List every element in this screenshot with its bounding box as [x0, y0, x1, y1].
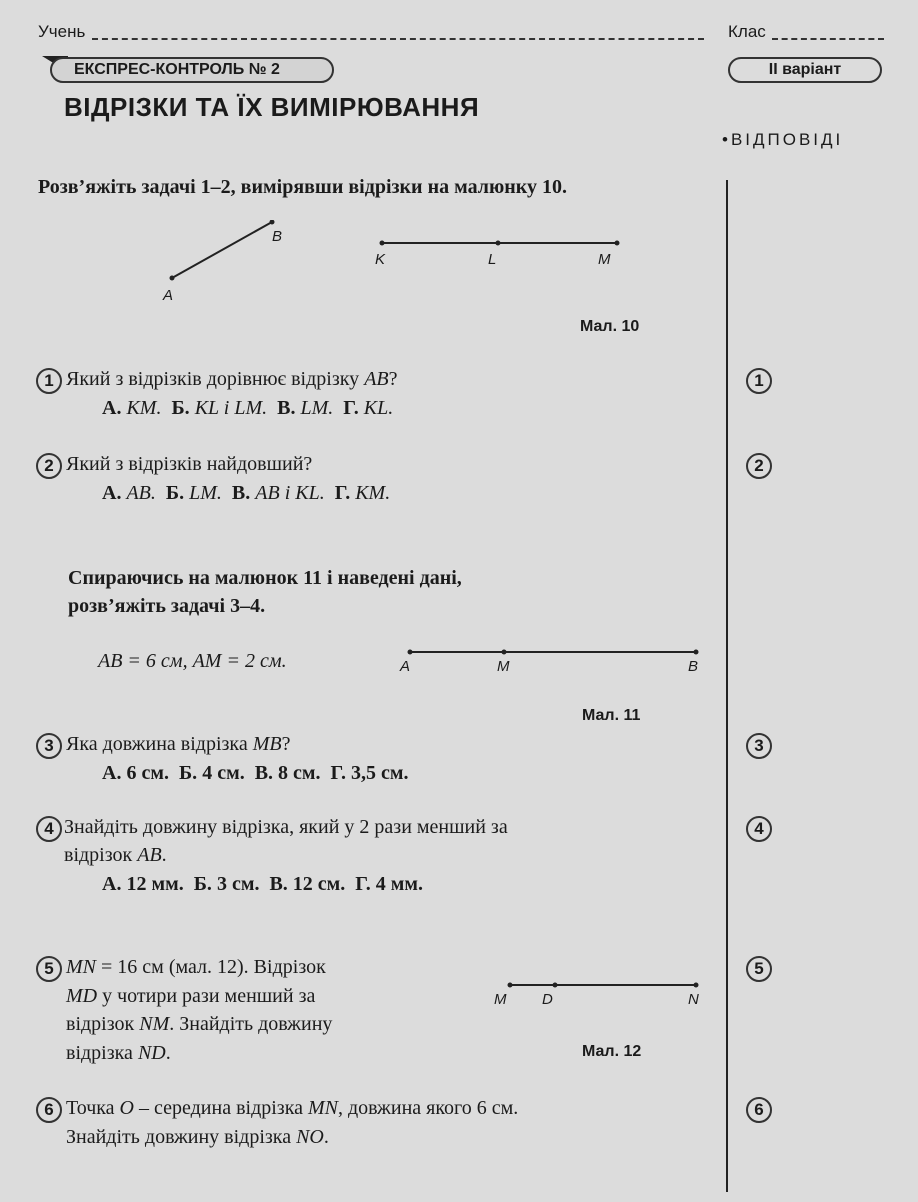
label-m-fig12: M	[494, 991, 507, 1008]
variant-label-text: ІІ варіант	[768, 61, 842, 78]
question-number-1: 1	[36, 368, 62, 394]
point-n-fig12	[694, 983, 699, 988]
label-a-fig11: A	[400, 658, 411, 675]
point-a-fig11	[408, 650, 413, 655]
q4-option-d: 4 мм.	[375, 873, 423, 895]
page-title: ВІДРІЗКИ ТА ЇХ ВИМІРЮВАННЯ	[64, 92, 480, 122]
q1-option-a-letter: А.	[102, 397, 122, 419]
q4-option-b-letter: Б.	[193, 873, 212, 895]
student-name-line[interactable]	[92, 38, 704, 40]
q4-option-c: 12 см.	[292, 873, 346, 895]
label-a: A	[163, 287, 174, 304]
question-number-4: 4	[36, 816, 62, 842]
label-l: L	[488, 251, 497, 268]
label-d-fig12: D	[542, 991, 553, 1008]
point-m	[615, 241, 620, 246]
q4-option-c-letter: В.	[269, 873, 288, 895]
section2-instruction-line2: розв’яжіть задачі 3–4.	[68, 595, 266, 617]
q5-line1: MN = 16 см (мал. 12). Відрізок	[66, 956, 326, 978]
answer-number-6[interactable]: 6	[746, 1097, 772, 1123]
q2-option-c-letter: В.	[231, 482, 251, 504]
figure-11-caption: Мал. 11	[582, 707, 641, 724]
q2-option-c: AB і KL.	[255, 482, 325, 504]
q4-option-d-letter: Г.	[355, 873, 371, 895]
q5-line3: відрізок NM. Знайдіть довжину	[66, 1013, 333, 1035]
figure-12	[500, 975, 710, 999]
q4-options	[102, 873, 423, 896]
q1-option-d: KL.	[363, 397, 394, 419]
q2-options	[102, 482, 390, 505]
answer-number-2[interactable]: 2	[746, 453, 772, 479]
label-b-fig11: B	[688, 658, 699, 675]
point-m-fig11	[502, 650, 507, 655]
figure-12-caption: Мал. 12	[582, 1043, 642, 1060]
q3-option-d-letter: Г.	[330, 762, 346, 784]
q1-question: Який з відрізків дорівнює відрізку AB?	[66, 368, 398, 390]
section1-instruction: Розв’яжіть задачі 1–2, вимірявши відрізки на малюнку 10.	[38, 176, 568, 198]
label-n-fig12: N	[688, 991, 699, 1008]
q1-option-d-letter: Г.	[343, 397, 359, 419]
q3-options	[102, 762, 409, 785]
question-number-3: 3	[36, 733, 62, 759]
student-label: Учень	[38, 22, 86, 41]
q4-line2: відрізок AB.	[64, 844, 167, 866]
label-m-fig11: M	[497, 658, 510, 675]
test-label-text: ЕКСПРЕС-КОНТРОЛЬ № 2	[74, 61, 280, 78]
q1-option-b-letter: Б.	[171, 397, 190, 419]
class-line[interactable]	[772, 38, 884, 40]
q1-option-b: KL і LM.	[194, 397, 268, 419]
q4-option-a-letter: А.	[102, 873, 122, 895]
figure-11	[400, 640, 710, 670]
point-m-fig12	[508, 983, 513, 988]
label-k: K	[375, 251, 386, 268]
q2-option-a-letter: А.	[102, 482, 122, 504]
q3-option-b: 4 см.	[202, 762, 245, 784]
q3-option-d: 3,5 см.	[351, 762, 409, 784]
answer-number-5[interactable]: 5	[746, 956, 772, 982]
q6-line1: Точка O – середина відрізка MN, довжина якого 6 см.	[66, 1097, 519, 1119]
answer-number-4[interactable]: 4	[746, 816, 772, 842]
point-k	[380, 241, 385, 246]
question-number-6: 6	[36, 1097, 62, 1123]
segment-ab	[172, 222, 272, 278]
figure-10-caption: Мал. 10	[580, 318, 640, 335]
answers-title: •ВІДПОВІДІ	[722, 130, 844, 149]
q1-option-c: LM.	[300, 397, 334, 419]
figure-10	[150, 220, 650, 310]
point-d-fig12	[553, 983, 558, 988]
q5-line2: MD у чотири рази менший за	[66, 985, 316, 1007]
test-label	[50, 57, 334, 83]
section2-instruction-line1: Спираючись на малюнок 11 і наведені дані,	[68, 567, 462, 589]
q3-option-c: 8 см.	[278, 762, 321, 784]
answer-number-1[interactable]: 1	[746, 368, 772, 394]
q1-option-a: KM.	[126, 397, 162, 419]
point-a	[170, 276, 175, 281]
q3-option-c-letter: В.	[254, 762, 274, 784]
q3-option-a-letter: А.	[102, 762, 122, 784]
q3-question: Яка довжина відрізка MB?	[66, 733, 291, 755]
q4-option-a: 12 мм.	[126, 873, 184, 895]
answer-column-divider	[726, 180, 728, 1192]
question-number-5: 5	[36, 956, 62, 982]
answer-number-3[interactable]: 3	[746, 733, 772, 759]
q2-option-d-letter: Г.	[334, 482, 351, 504]
q2-option-a: AB.	[126, 482, 156, 504]
section2-given: AB = 6 см, AM = 2 см.	[98, 650, 287, 672]
q1-option-c-letter: В.	[277, 397, 296, 419]
q4-option-b: 3 см.	[216, 873, 260, 895]
q3-option-a: 6 см.	[126, 762, 169, 784]
q6-line2: Знайдіть довжину відрізка NO.	[66, 1126, 329, 1148]
variant-label	[728, 57, 882, 83]
q3-option-b-letter: Б.	[178, 762, 198, 784]
point-b-fig11	[694, 650, 699, 655]
q2-option-d: KM.	[355, 482, 391, 504]
label-m: M	[598, 251, 611, 268]
q2-option-b-letter: Б.	[165, 482, 185, 504]
class-label: Клас	[728, 22, 766, 41]
label-b: B	[272, 228, 283, 245]
q5-line4: відрізка ND.	[66, 1042, 171, 1064]
q1-options	[102, 397, 393, 420]
question-number-2: 2	[36, 453, 62, 479]
q2-option-b: LM.	[189, 482, 222, 504]
point-l	[496, 241, 501, 246]
q2-question: Який з відрізків найдовший?	[66, 453, 313, 475]
q4-line1: Знайдіть довжину відрізка, який у 2 рази менший за	[64, 816, 508, 838]
